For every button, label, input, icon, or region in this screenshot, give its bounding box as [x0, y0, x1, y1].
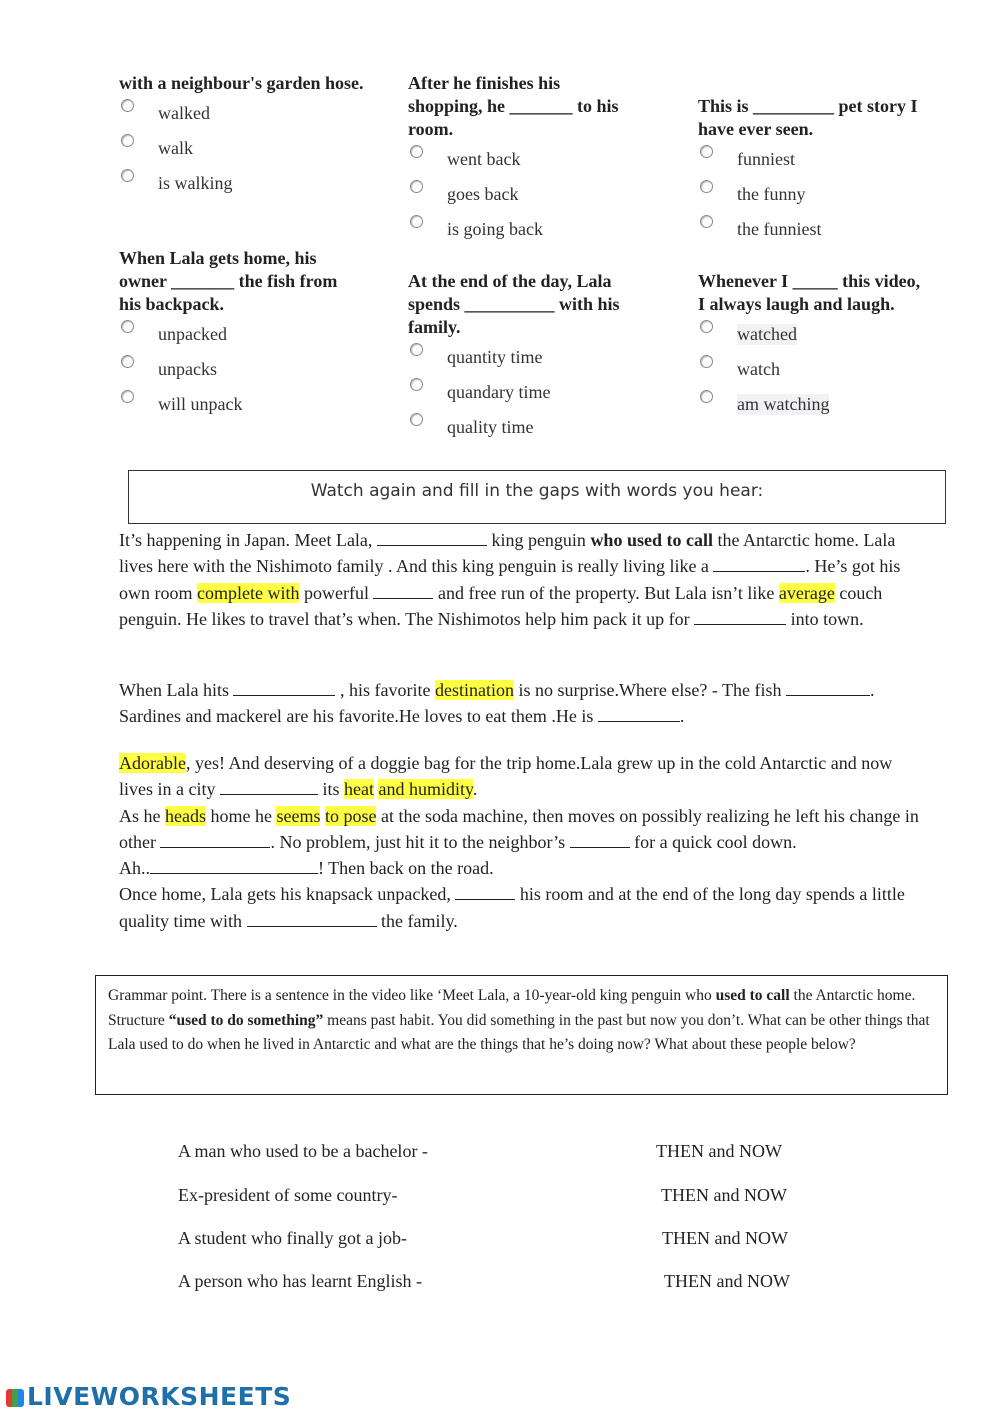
- radio-button[interactable]: [410, 180, 423, 193]
- person-description: A person who has learnt English -: [178, 1271, 422, 1291]
- passage-text: , yes! And deserving of a doggie bag for the trip home.Lala grew up in the cold Antarctic and now lives in a city: [119, 753, 893, 800]
- option[interactable]: [119, 351, 359, 386]
- question-text: After he finishes his shopping, he _______ to his room.: [408, 73, 619, 139]
- option[interactable]: [408, 141, 638, 176]
- option-label: the funniest: [737, 219, 822, 239]
- question-text: Whenever I _____ this video, I always laugh and laugh.: [698, 271, 921, 314]
- grammar-bold: “used to do something”: [168, 1011, 324, 1029]
- radio-button[interactable]: [410, 215, 423, 228]
- highlighted-phrase: and humidity: [378, 779, 473, 800]
- passage-text: It’s happening in Japan. Meet Lala,: [119, 530, 377, 550]
- radio-button[interactable]: [410, 413, 423, 426]
- liveworksheets-logo: [6, 1382, 291, 1411]
- radio-button[interactable]: [410, 343, 423, 356]
- passage-text: . No problem, just hit it to the neighbor’s: [270, 831, 570, 852]
- question-2: [408, 72, 638, 246]
- option[interactable]: [698, 351, 928, 386]
- passage-text: home he: [205, 805, 277, 826]
- person-description: A student who finally got a job-: [178, 1228, 407, 1248]
- option-label: is going back: [447, 219, 543, 239]
- highlighted-phrase: average: [778, 582, 835, 603]
- question-1: [119, 72, 379, 200]
- logo-mark-icon: [6, 1389, 24, 1407]
- option[interactable]: [408, 409, 658, 444]
- person-description: A man who used to be a bachelor -: [178, 1141, 428, 1161]
- passage-paragraph-3: [119, 750, 919, 934]
- radio-button[interactable]: [121, 169, 134, 182]
- grammar-text: means past habit. You did something in the past but now you don’t. What can be other things that Lala used to do when he lived in Antarctic and what are the things that he’s doing now? What about these people below?: [108, 1011, 930, 1053]
- passage-text: Ah..: [119, 858, 150, 879]
- passage-paragraph-1: [119, 527, 919, 632]
- logo-text: LIVEWORKSHEETS: [27, 1382, 292, 1411]
- option-label: unpacked: [158, 324, 227, 344]
- radio-button[interactable]: [410, 378, 423, 391]
- fill-in-instructions: Watch again and fill in the gaps with words you hear:: [128, 470, 946, 524]
- radio-button[interactable]: [121, 99, 134, 112]
- option[interactable]: [119, 165, 379, 200]
- option-label: watch: [737, 359, 780, 379]
- question-text: This is _________ pet story I have ever seen.: [698, 96, 918, 139]
- gap-input[interactable]: [233, 681, 335, 696]
- passage-text: the Antarctic home. Lala lives here with the Nishimoto family . And this king penguin is really living like a: [119, 530, 896, 577]
- passage-text: powerful: [299, 582, 374, 603]
- radio-button[interactable]: [121, 390, 134, 403]
- radio-button[interactable]: [410, 145, 423, 158]
- gap-input[interactable]: [220, 780, 318, 795]
- highlighted-phrase: complete with: [197, 582, 300, 603]
- question-5: [408, 270, 658, 444]
- option-label: will unpack: [158, 394, 243, 414]
- gap-input[interactable]: [377, 531, 487, 546]
- passage-text: As he: [119, 805, 165, 826]
- option[interactable]: [408, 211, 638, 246]
- option-label: went back: [447, 149, 521, 169]
- radio-button[interactable]: [700, 320, 713, 333]
- option[interactable]: [408, 339, 658, 374]
- then-now-row: [178, 1141, 828, 1162]
- then-now-label: THEN and NOW: [661, 1185, 787, 1205]
- passage-text: .: [679, 706, 685, 727]
- option[interactable]: [408, 374, 658, 409]
- passage-text: couch penguin. He likes to travel that’s when. The Nishimotos help him pack it up for: [119, 582, 883, 629]
- passage-text: into town.: [786, 608, 864, 629]
- grammar-bold: used to call: [715, 987, 790, 1004]
- highlighted-phrase: seems: [276, 805, 321, 826]
- highlighted-phrase: destination: [434, 680, 514, 700]
- radio-button[interactable]: [700, 145, 713, 158]
- gap-input[interactable]: [160, 833, 270, 848]
- passage-text: ! Then back on the road.: [318, 858, 494, 879]
- passage-text: When Lala hits: [119, 680, 234, 700]
- passage-text: his room and at the end of the long day spends a little quality time with: [119, 884, 905, 931]
- highlighted-phrase: to pose: [324, 805, 377, 826]
- gap-input[interactable]: [713, 557, 805, 572]
- option-label: walk: [158, 138, 193, 158]
- option[interactable]: [119, 386, 359, 421]
- option-label: am watching: [737, 394, 830, 414]
- passage-text: Once home, Lala gets his knapsack unpacked,: [119, 884, 456, 905]
- radio-button[interactable]: [700, 355, 713, 368]
- passage-bold: who used to call: [590, 530, 713, 550]
- option[interactable]: [698, 211, 918, 246]
- gap-input[interactable]: [247, 912, 377, 927]
- question-4: [119, 247, 359, 421]
- question-text: with a neighbour's garden hose.: [119, 73, 364, 93]
- option[interactable]: [698, 386, 928, 421]
- option[interactable]: [119, 316, 359, 351]
- option-label: quantity time: [447, 347, 543, 367]
- then-now-row: [178, 1185, 828, 1206]
- passage-text: at the soda machine, then moves on possibly realizing he left his change in other: [119, 805, 919, 852]
- radio-button[interactable]: [121, 134, 134, 147]
- option-label: walked: [158, 103, 210, 123]
- question-3: [698, 95, 918, 246]
- then-now-label: THEN and NOW: [662, 1228, 788, 1248]
- passage-text: . Sardines and mackerel are his favorite.He loves to eat them .He is: [119, 680, 875, 727]
- then-now-label: THEN and NOW: [664, 1271, 790, 1291]
- gap-input[interactable]: [150, 859, 318, 874]
- person-description: Ex-president of some country-: [178, 1185, 398, 1205]
- passage-text: and free run of the property. But Lala isn’t like: [433, 582, 779, 603]
- grammar-point-box: [95, 975, 948, 1095]
- then-now-row: [178, 1271, 828, 1292]
- highlighted-phrase: heat: [344, 779, 374, 800]
- option[interactable]: [119, 95, 379, 130]
- then-now-row: [178, 1228, 828, 1249]
- question-text: At the end of the day, Lala spends __________ with his family.: [408, 271, 620, 337]
- radio-button[interactable]: [700, 390, 713, 403]
- option[interactable]: [119, 130, 379, 165]
- radio-button[interactable]: [121, 320, 134, 333]
- passage-text: .: [472, 779, 478, 800]
- passage-paragraph-2: [119, 677, 919, 730]
- highlighted-phrase: heads: [165, 805, 206, 826]
- passage-text: is no surprise.Where else? - The fish: [513, 680, 787, 700]
- radio-button[interactable]: [700, 215, 713, 228]
- passage-text: its: [317, 779, 344, 800]
- option[interactable]: [698, 316, 928, 351]
- passage-text: . He’s got his own room: [119, 556, 901, 603]
- option-label: funniest: [737, 149, 795, 169]
- passage-text: , his favorite: [335, 680, 435, 700]
- option-label: quandary time: [447, 382, 551, 402]
- highlighted-phrase: Adorable: [119, 753, 186, 773]
- passage-text: for a quick cool down.: [629, 831, 797, 852]
- gap-input[interactable]: [373, 584, 433, 599]
- option[interactable]: [698, 176, 918, 211]
- question-6: [698, 270, 928, 421]
- grammar-text: the Antarctic home. Structure: [108, 987, 916, 1029]
- gap-input[interactable]: [694, 610, 786, 625]
- option-label: is walking: [158, 173, 233, 193]
- option-label: the funny: [737, 184, 806, 204]
- option-label: watched: [737, 324, 797, 344]
- option-label: unpacks: [158, 359, 217, 379]
- then-now-label: THEN and NOW: [656, 1141, 782, 1161]
- option-label: goes back: [447, 184, 519, 204]
- radio-button[interactable]: [700, 180, 713, 193]
- radio-button[interactable]: [121, 355, 134, 368]
- gap-input[interactable]: [455, 885, 515, 900]
- gap-input[interactable]: [570, 833, 630, 848]
- question-text: When Lala gets home, his owner _______ the fish from his backpack.: [119, 248, 338, 314]
- option-label: quality time: [447, 417, 534, 437]
- passage-text: the family.: [376, 910, 458, 931]
- grammar-text: Grammar point. There is a sentence in the video like ‘Meet Lala, a 10-year-old king penguin who: [108, 987, 716, 1004]
- option[interactable]: [408, 176, 638, 211]
- gap-input[interactable]: [786, 681, 870, 696]
- option[interactable]: [698, 141, 918, 176]
- passage-text: king penguin: [486, 530, 591, 550]
- gap-input[interactable]: [598, 707, 680, 722]
